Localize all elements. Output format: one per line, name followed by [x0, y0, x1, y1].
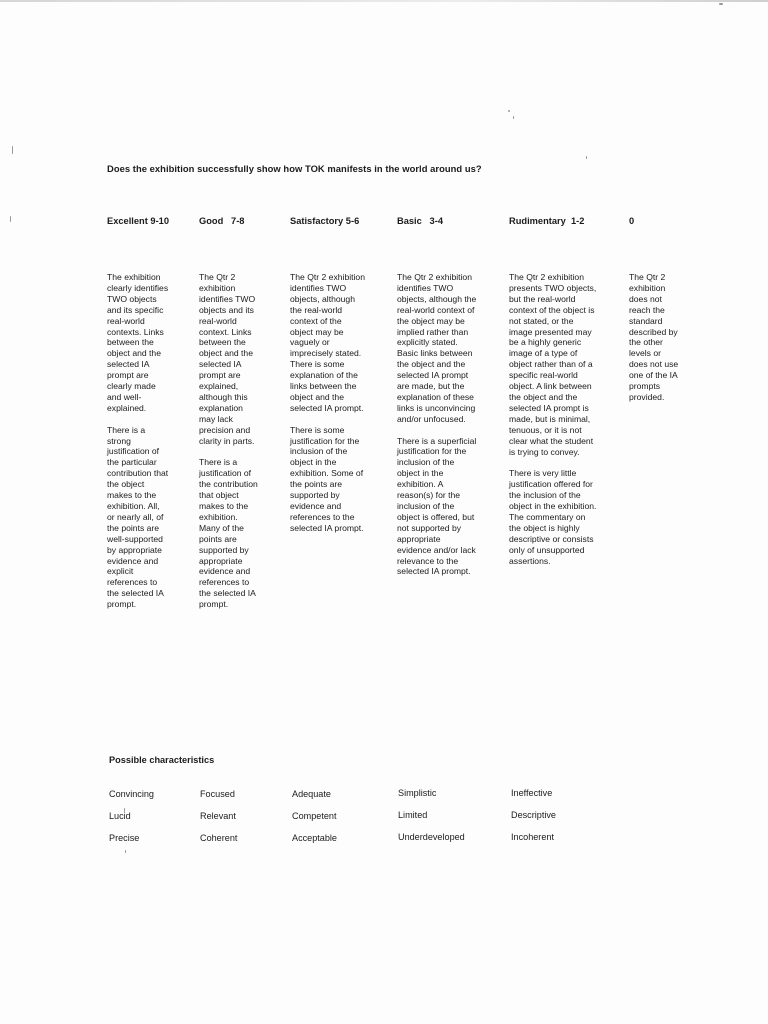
column-description [509, 272, 599, 577]
characteristic-term: Relevant [200, 811, 236, 821]
description-paragraph: There is a justification of the contribution that object makes to the exhibition. Many of the points are supported by appropriate evidence and references to the selected IA prompt. [199, 457, 258, 610]
characteristics-title: Possible characteristics [109, 755, 215, 765]
rubric-column-rudimentary [509, 215, 609, 227]
column-heading: Satisfactory 5-6 [290, 216, 360, 226]
description-paragraph: There is very little justification offered for the inclusion of the object in the exhibition. The commentary on the object is highly descriptive or consists only of unsupported assertions. [509, 468, 597, 566]
rubric-column-satisfactory [290, 215, 362, 227]
characteristic-term: Underdeveloped [398, 832, 465, 842]
scan-speck [513, 116, 514, 119]
description-paragraph: There is a strong justification of the particular contribution that the object makes to the exhibition. All, or nearly all, of the points are well-supported by appropriate evidence and explicit references to the selected IA prompt. [107, 424, 169, 610]
scan-speck [508, 110, 510, 112]
characteristic-term: Simplistic [398, 788, 437, 798]
characteristic-term: Acceptable [292, 833, 337, 843]
characteristic-term: Competent [292, 811, 337, 821]
rubric-question: Does the exhibition successfully show how TOK manifests in the world around us? [107, 163, 482, 174]
column-description [290, 272, 366, 545]
description-paragraph: The Qtr 2 exhibition identifies TWO objects, although the real-world context of the object may be implied rather than explicitly stated. Basic links between the object and the selected IA prompt are made, but the explanation of these links is unconvincing and/or unfocused. [397, 272, 477, 424]
description-paragraph: There is some justification for the inclusion of the object in the exhibition. Some of the points are supported by evidence and references to the selected IA prompt. [290, 424, 364, 533]
column-description [107, 272, 169, 621]
rubric-column-basic [397, 215, 487, 227]
characteristic-term: Incoherent [511, 832, 554, 842]
rubric-column-excellent [107, 215, 169, 227]
description-paragraph: The Qtr 2 exhibition identifies TWO objects and its real-world context. Links between the object and the selected IA prompt are explained, although this explanation may lack precision and clarity in parts. [199, 272, 256, 446]
column-heading: Rudimentary 1-2 [509, 216, 585, 226]
description-paragraph: The exhibition clearly identifies TWO objects and its specific real-world contexts. Links between the object and the selected IA prompt are clearly made and well-explained. [107, 272, 169, 413]
scan-edge [0, 0, 768, 2]
scan-speck [719, 3, 723, 5]
description-paragraph: The Qtr 2 exhibition identifies TWO objects, although the real-world context of the object may be vaguely or imprecisely stated. There is some explanation of the links between the object and the selected IA prompt. [290, 272, 365, 413]
characteristic-term: Limited [398, 810, 428, 820]
characteristic-term: Coherent [200, 833, 238, 843]
characteristic-term: Focused [200, 789, 235, 799]
column-description [397, 272, 477, 588]
column-heading: Excellent 9-10 [107, 216, 170, 226]
rubric-column-good [199, 215, 269, 227]
scan-speck [125, 850, 126, 853]
scan-speck [12, 146, 13, 154]
column-heading: Basic 3-4 [397, 216, 443, 226]
description-paragraph: The Qtr 2 exhibition presents TWO objects, but the real-world context of the object is not stated, or the image presented may be a highly generic image of a type of object rather than of a specific real-world object. A link between the object and the selected IA prompt is made, but is minimal, tenuous, or it is not clear what the student is trying to convey. [509, 272, 597, 457]
scan-speck [10, 216, 11, 222]
description-paragraph: The Qtr 2 exhibition does not reach the standard described by the other levels or does not use one of the IA prompts provided. [629, 272, 679, 402]
description-paragraph: There is a superficial justification for the inclusion of the object in the exhibition. A reason(s) for the inclusion of the object is offered, but not supported by appropriate evidence and/or lack relevance to the selected IA prompt. [397, 435, 477, 577]
characteristic-term: Precise [109, 833, 140, 843]
characteristic-term: Descriptive [511, 810, 556, 820]
characteristic-term: Lucid [109, 811, 131, 821]
column-heading: 0 [629, 216, 635, 226]
rubric-column-zero [629, 215, 659, 227]
characteristic-term: Ineffective [511, 788, 553, 798]
characteristic-term: Adequate [292, 789, 331, 799]
column-description [199, 272, 259, 621]
characteristic-term: Convincing [109, 789, 154, 799]
column-heading: Good 7-8 [199, 216, 245, 226]
column-description [629, 272, 679, 414]
scan-speck [586, 156, 587, 159]
